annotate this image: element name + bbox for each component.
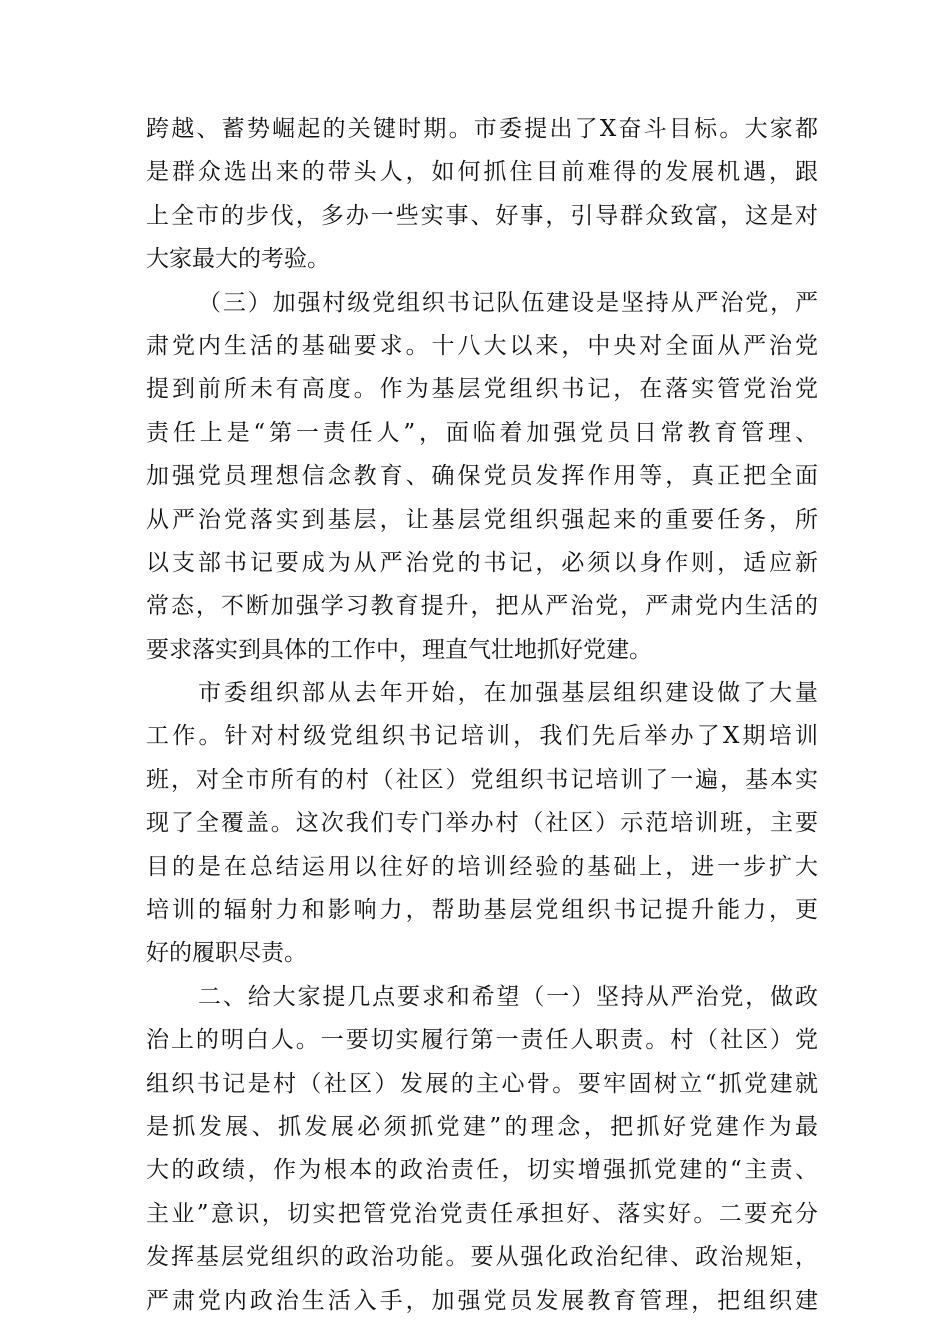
text-line: 从严治党落实到基层，让基层党组织强起来的重要任务，所 xyxy=(146,506,818,533)
paragraph-first-line: （三）加强村级党组织书记队伍建设是坚持从严治党，严 xyxy=(198,289,818,316)
text-line: 是抓发展、抓发展必须抓党建”的理念，把抓好党建作为最 xyxy=(146,1113,818,1140)
text-line: 加强党员理想信念教育、确保党员发挥作用等，真正把全面 xyxy=(146,463,818,490)
text-line: 责任上是“第一责任人”，面临着加强党员日常教育管理、 xyxy=(146,419,818,446)
text-line: 组织书记是村（社区）发展的主心骨。要牢固树立“抓党建就 xyxy=(146,1070,818,1097)
paragraph-first-line: 二、给大家提几点要求和希望（一）坚持从严治党，做政 xyxy=(198,983,818,1010)
text-line: 以支部书记要成为从严治党的书记，必须以身作则，适应新 xyxy=(146,549,818,576)
text-line: 班，对全市所有的村（社区）党组织书记培训了一遍，基本实 xyxy=(146,766,818,793)
text-line: 现了全覆盖。这次我们专门举办村（社区）示范培训班，主要 xyxy=(146,810,818,837)
text-line: 发挥基层党组织的政治功能。要从强化政治纪律、政治规矩， xyxy=(146,1244,818,1271)
text-line: 培训的辐射力和影响力，帮助基层党组织书记提升能力，更 xyxy=(146,897,818,924)
text-line: 常态，不断加强学习教育提升，把从严治党，严肃党内生活的 xyxy=(146,593,818,620)
text-line: 提到前所未有高度。作为基层党组织书记，在落实管党治党 xyxy=(146,376,818,403)
text-line: 工作。针对村级党组织书记培训，我们先后举办了X期培训 xyxy=(146,723,818,750)
text-line: 肃党内生活的基础要求。十八大以来，中央对全面从严治党 xyxy=(146,332,818,359)
text-line: 好的履职尽责。 xyxy=(146,940,307,967)
text-line: 大的政绩，作为根本的政治责任，切实增强抓党建的“主责、 xyxy=(146,1157,818,1184)
text-line: 要求落实到具体的工作中，理直气壮地抓好党建。 xyxy=(146,636,652,663)
text-line: 大家最大的考验。 xyxy=(146,246,330,273)
text-line: 是群众选出来的带头人，如何抓住目前难得的发展机遇，跟 xyxy=(146,159,818,186)
document-body xyxy=(146,108,818,1323)
text-line: 跨越、蓄势崛起的关键时期。市委提出了X奋斗目标。大家都 xyxy=(146,116,818,142)
text-line: 主业”意识，切实把管党治党责任承担好、落实好。二要充分 xyxy=(146,1200,818,1227)
paragraph-first-line: 市委组织部从去年开始，在加强基层组织建设做了大量 xyxy=(198,680,818,707)
text-line: 目的是在总结运用以往好的培训经验的基础上，进一步扩大 xyxy=(146,853,818,880)
text-line: 严肃党内政治生活入手，加强党员发展教育管理，把组织建 xyxy=(146,1287,818,1314)
text-line: 治上的明白人。一要切实履行第一责任人职责。村（社区）党 xyxy=(146,1027,818,1054)
text-line: 上全市的步伐，多办一些实事、好事，引导群众致富，这是对 xyxy=(146,202,818,229)
